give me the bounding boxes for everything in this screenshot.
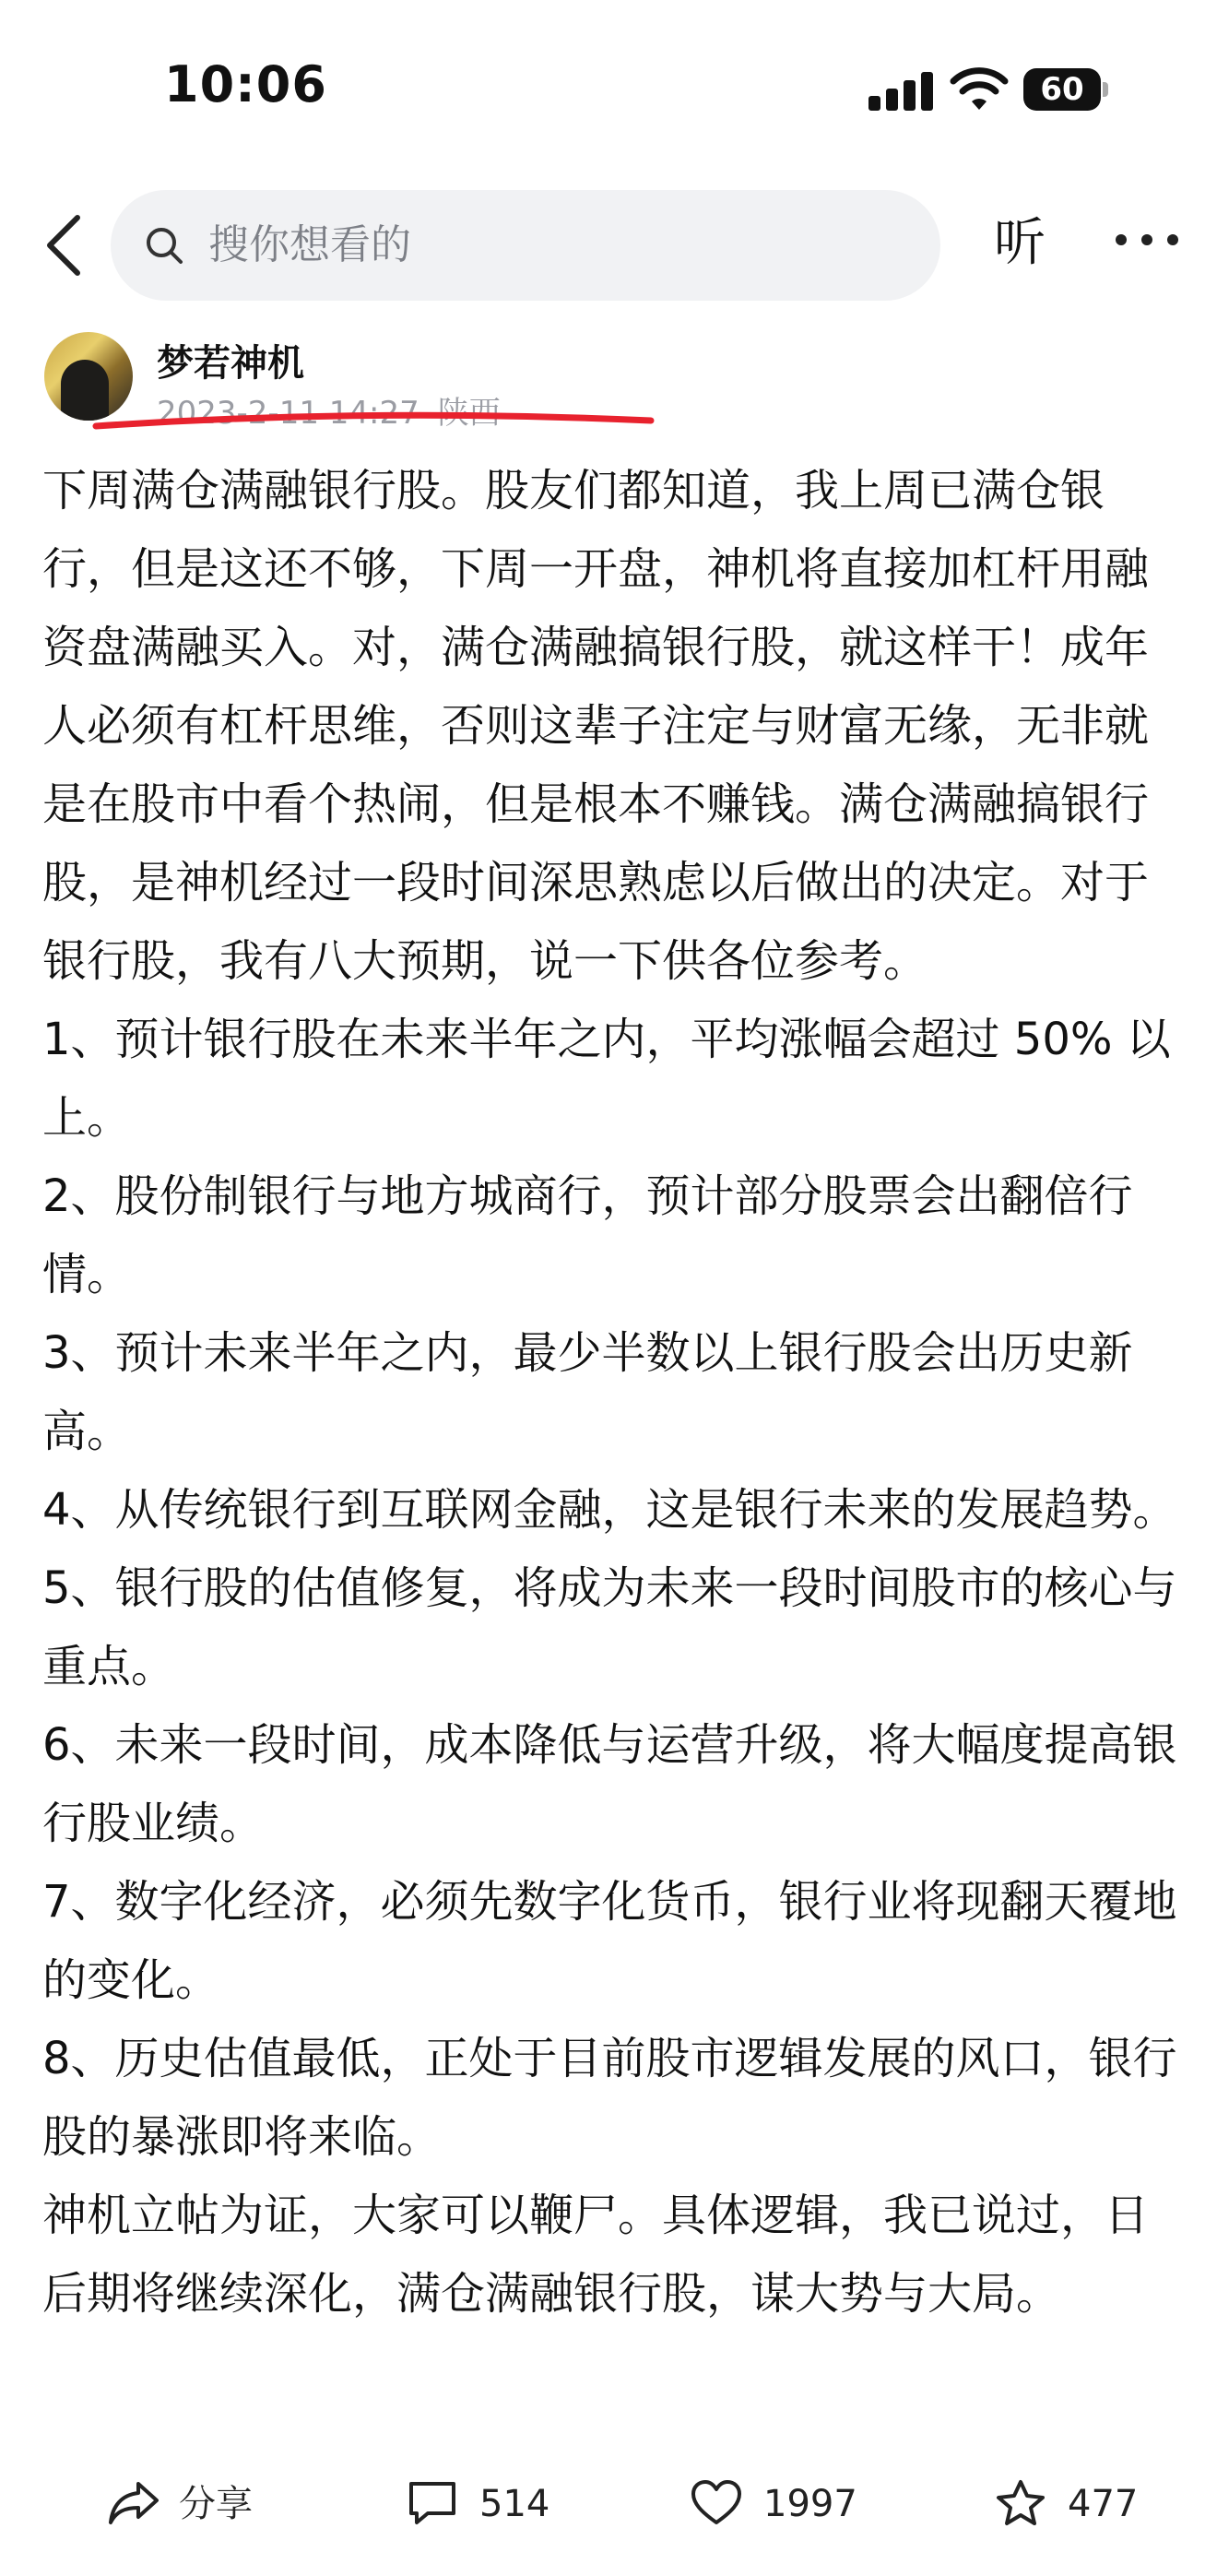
paragraph-expectation-5: 5、银行股的估值修复，将成为未来一段时间股市的核心与重点。 (42, 1562, 1177, 1692)
author-name[interactable]: 梦若神机 (157, 342, 304, 385)
wifi-icon (950, 65, 1009, 113)
paragraph-expectation-7: 7、数字化经济，必须先数字化货币，银行业将现翻天覆地的变化。 (42, 1876, 1177, 2006)
favorite-count: 477 (1068, 2483, 1139, 2525)
post-body (42, 452, 1186, 2442)
heart-icon (690, 2478, 743, 2528)
battery-icon (1023, 68, 1106, 111)
share-label: 分享 (179, 2483, 253, 2525)
paragraph-expectation-2: 2、股份制银行与地方城商行，预计部分股票会出翻倍行情。 (42, 1170, 1133, 1300)
like-count: 1997 (763, 2483, 857, 2525)
paragraph-expectation-4: 4、从传统银行到互联网金融，这是银行未来的发展趋势。 (42, 1484, 1177, 1536)
star-icon (994, 2478, 1047, 2528)
battery-level: 60 (1040, 71, 1084, 108)
like-button[interactable] (690, 2471, 874, 2537)
comment-icon (406, 2478, 459, 2528)
paragraph-intro: 下周满仓满融银行股。股友们都知道，我上周已满仓银行，但是这还不够，下周一开盘，神机将直接加杠杆用融资盘满融买入。对，满仓满融搞银行股，就这样干！成年人必须有杠杆思维，否则这辈子注定与财富无缘，无非就是在股市中看个热闹，但是根本不赚钱。满仓满融搞银行股，是神机经过一段时间深思熟虑以后做出的决定。对于银行股，我有八大预期，说一下供各位参考。 (42, 465, 1150, 987)
status-bar (0, 0, 1217, 175)
bottom-action-bar (0, 2449, 1217, 2576)
comment-button[interactable] (406, 2471, 572, 2537)
status-time: 10:06 (164, 55, 327, 113)
share-icon (107, 2478, 160, 2528)
red-annotation-underline (92, 406, 655, 443)
more-options-icon[interactable] (1116, 234, 1178, 249)
listen-button[interactable]: 听 (994, 213, 1046, 273)
post-region: 陕西 (437, 395, 501, 432)
search-icon (144, 225, 184, 266)
cellular-signal-icon (868, 70, 937, 111)
top-nav (0, 175, 1217, 314)
post-timestamp: 2023-2-11 14:27 (157, 395, 419, 432)
author-header (0, 323, 1217, 452)
back-chevron-icon[interactable] (37, 212, 92, 279)
search-input[interactable] (111, 190, 940, 301)
favorite-button[interactable] (994, 2471, 1160, 2537)
paragraph-expectation-3: 3、预计未来半年之内，最少半数以上银行股会出历史新高。 (42, 1327, 1133, 1457)
text-fade (0, 2370, 1217, 2444)
search-placeholder: 搜你想看的 (208, 221, 411, 268)
comment-count: 514 (479, 2483, 550, 2525)
paragraph-expectation-6: 6、未来一段时间，成本降低与运营升级，将大幅度提高银行股业绩。 (42, 1719, 1177, 1849)
paragraph-expectation-1: 1、预计银行股在未来半年之内，平均涨幅会超过 50% 以上。 (42, 1014, 1171, 1144)
share-button[interactable] (107, 2471, 273, 2537)
paragraph-expectation-8: 8、历史估值最低，正处于目前股市逻辑发展的风口，银行股的暴涨即将来临。 (42, 2033, 1177, 2163)
paragraph-closing: 神机立帖为证，大家可以鞭尸。具体逻辑，我已说过，日后期将继续深化，满仓满融银行股，谋大势与大局。 (42, 2190, 1150, 2320)
